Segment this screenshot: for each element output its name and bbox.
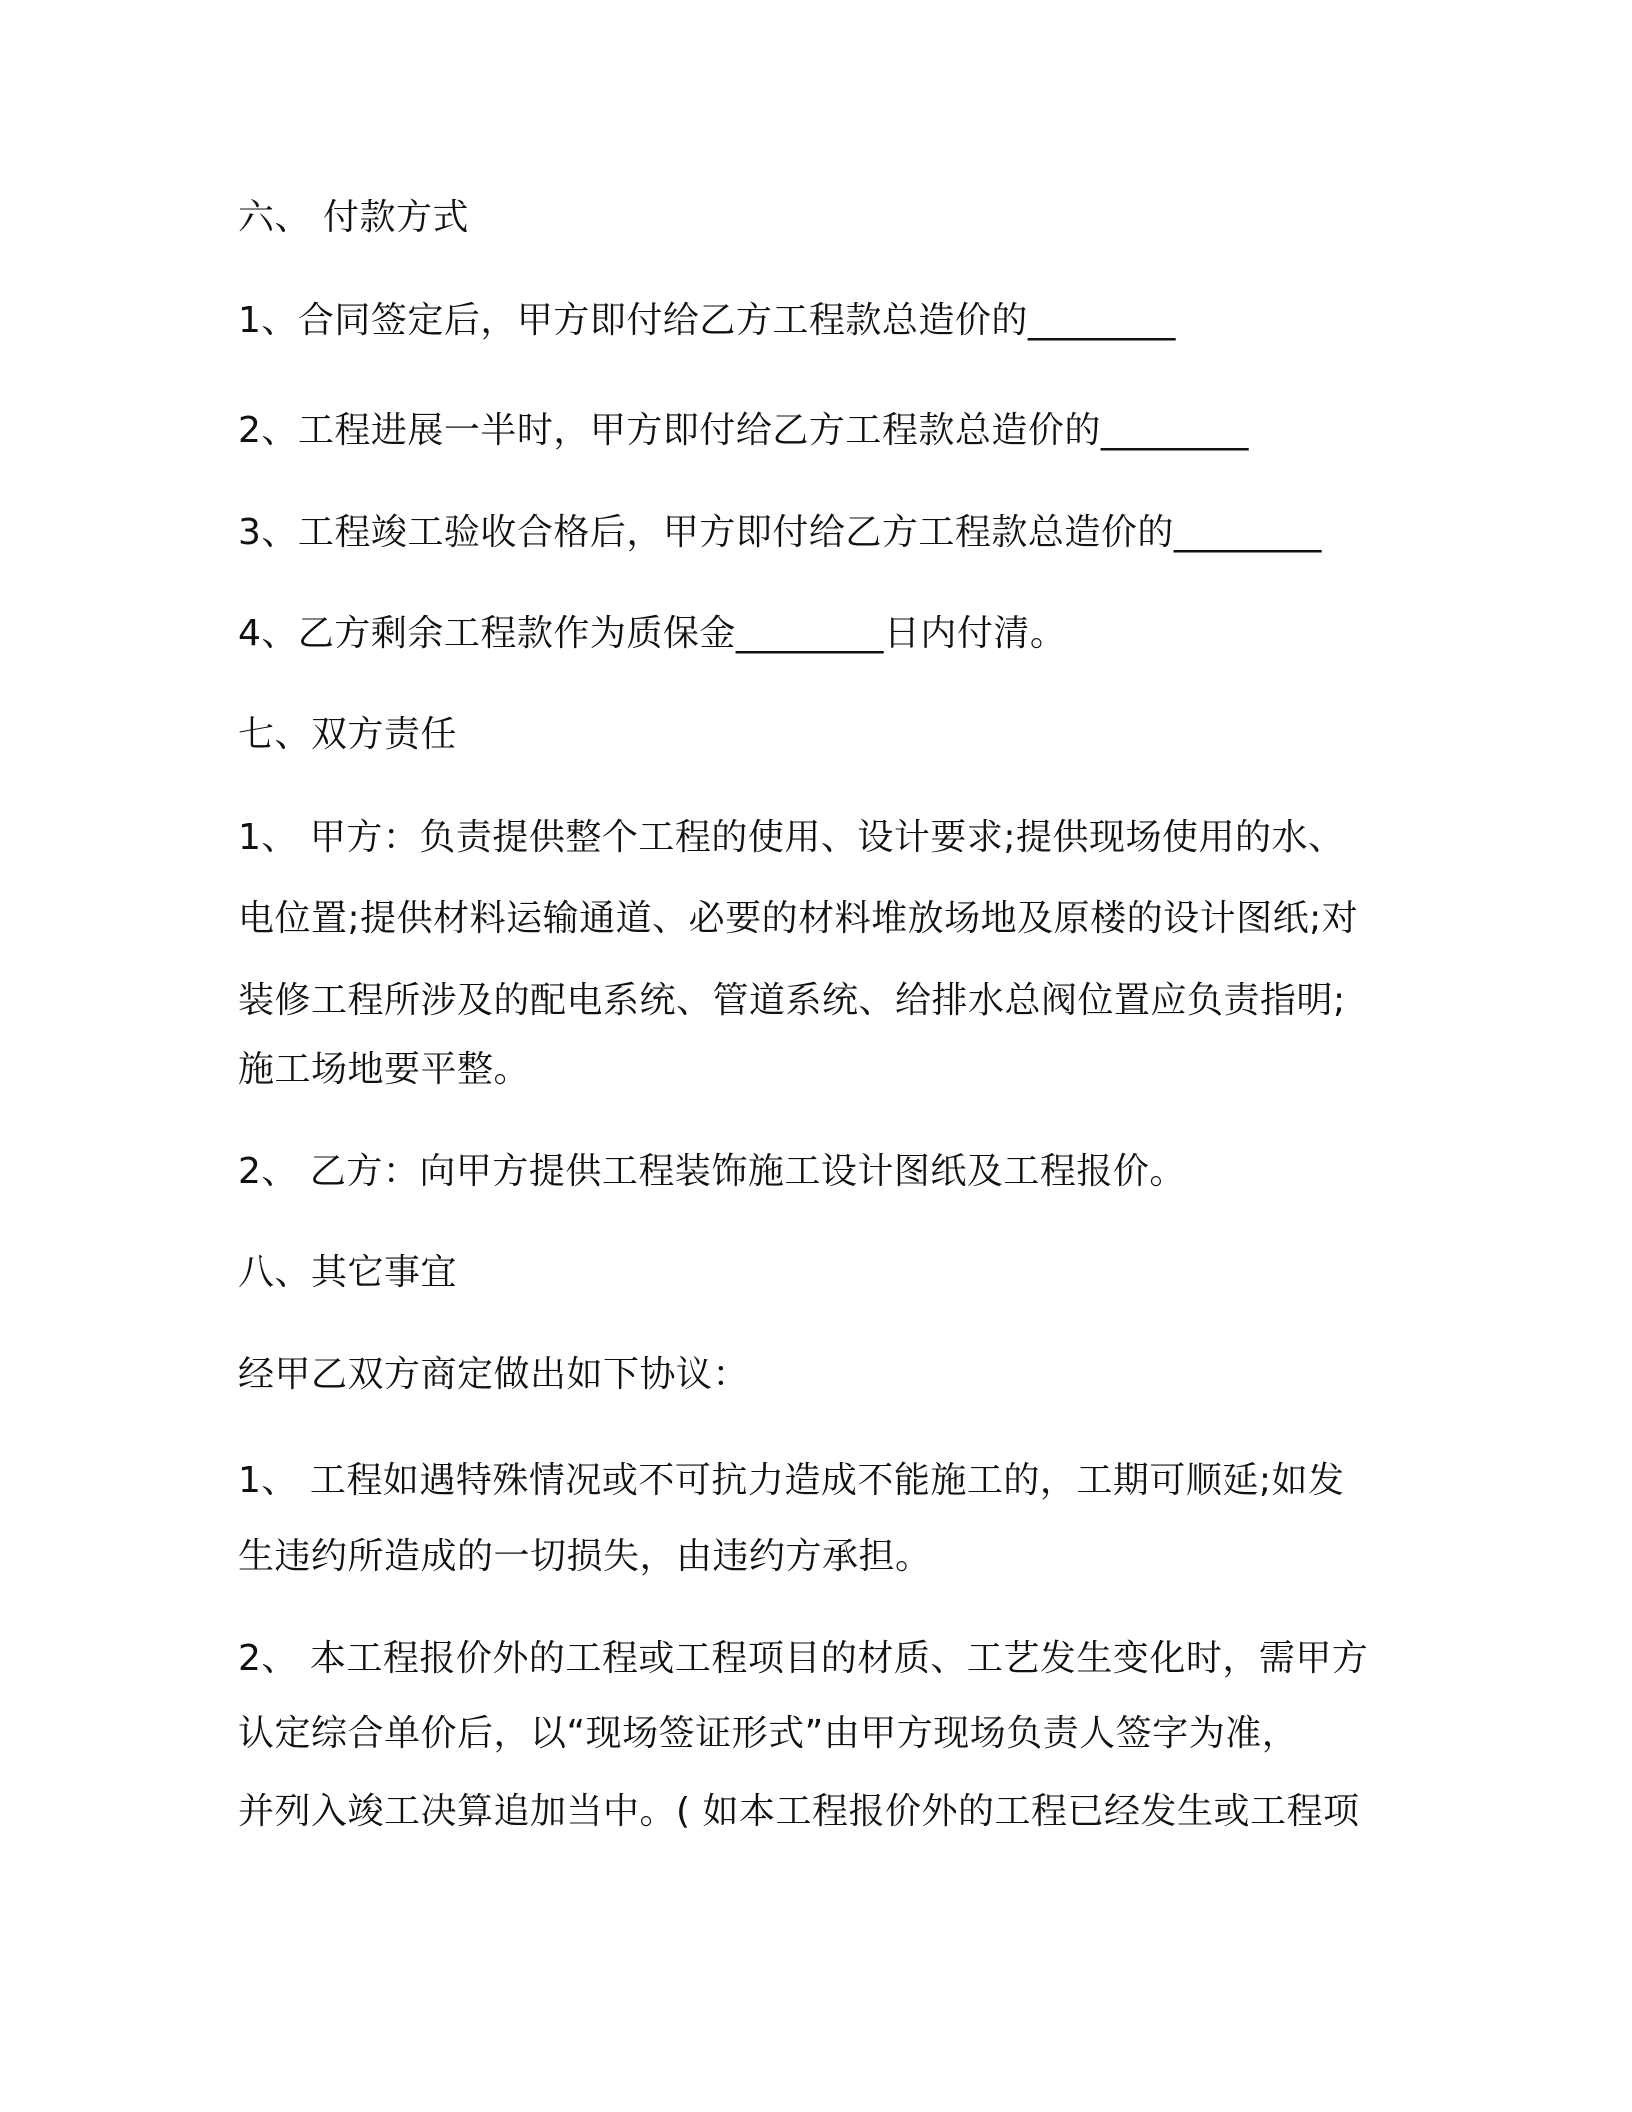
other-clause-2-line-3: 并列入竣工决算追加当中。( 如本工程报价外的工程已经发生或工程项	[238, 1791, 1360, 1832]
section-heading-other-matters: 八、其它事宜	[238, 1252, 458, 1293]
party-a-duties-line-4: 施工场地要平整。	[238, 1049, 531, 1090]
party-a-duties-line-3: 装修工程所涉及的配电系统、管道系统、给排水总阀位置应负责指明;	[238, 980, 1346, 1021]
other-clause-1-line-1: 1、 工程如遇特殊情况或不可抗力造成不能施工的，工期可顺延;如发	[238, 1460, 1345, 1501]
party-a-duties-line-1: 1、 甲方：负责提供整个工程的使用、设计要求;提供现场使用的水、	[238, 817, 1345, 858]
section-heading-payment: 六、 付款方式	[238, 197, 469, 238]
party-a-duties-line-2: 电位置;提供材料运输通道、必要的材料堆放场地及原楼的设计图纸;对	[238, 898, 1359, 939]
payment-clause-1: 1、合同签定后，甲方即付给乙方工程款总造价的________	[238, 300, 1176, 341]
payment-clause-3: 3、工程竣工验收合格后，甲方即付给乙方工程款总造价的________	[238, 512, 1322, 553]
other-clause-1-line-2: 生违约所造成的一切损失，由违约方承担。	[238, 1536, 932, 1577]
other-clause-2-line-2: 认定综合单价后，以“现场签证形式”由甲方现场负责人签字为准，	[238, 1713, 1299, 1754]
agreement-intro: 经甲乙双方商定做出如下协议：	[238, 1354, 750, 1395]
section-heading-responsibilities: 七、双方责任	[238, 714, 458, 755]
payment-clause-2: 2、工程进展一半时，甲方即付给乙方工程款总造价的________	[238, 410, 1249, 451]
party-b-duties: 2、 乙方：向甲方提供工程装饰施工设计图纸及工程报价。	[238, 1151, 1186, 1192]
other-clause-2-line-1: 2、 本工程报价外的工程或工程项目的材质、工艺发生变化时，需甲方	[238, 1638, 1369, 1679]
payment-clause-4: 4、乙方剩余工程款作为质保金________日内付清。	[238, 613, 1067, 654]
